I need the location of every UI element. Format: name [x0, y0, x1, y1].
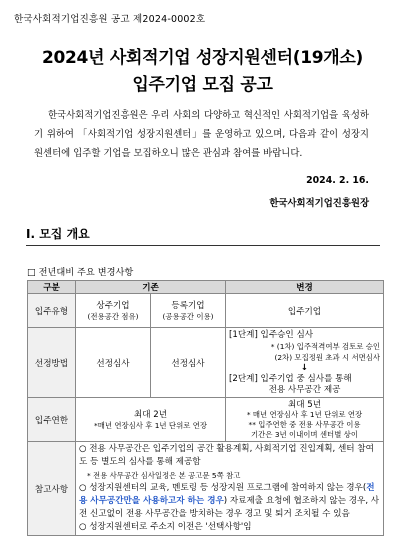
step1-title: [1단계] 입주승인 심사 [229, 329, 314, 340]
arrow-down-icon: ↓ [300, 362, 309, 373]
table-row [28, 442, 384, 536]
changed-note-1: * 매년 연장심사 후 1년 단위로 연장 [246, 409, 363, 419]
cell-prev-a [76, 294, 151, 328]
changed-note-3: 기간은 3년 이내이며 센터별 상이 [251, 429, 358, 439]
intro-paragraph: 한국사회적기업진흥원은 우리 사회의 다양하고 혁신적인 사회적기업을 육성하기 위하여 「사회적기업 성장지원센터」를 운영하고 있으며, 다음과 같이 성장지원센터에 입주할 기업을 모집하오니 많은 관심과 참여를 바랍니다. [34, 110, 369, 159]
cell-prev-a: 선정심사 [76, 328, 151, 398]
cell-prev [76, 398, 226, 442]
cell-title: 등록기업 [171, 301, 205, 311]
note-2: * 전용 사무공간 심사일정은 본 공고문 5쪽 참고 [87, 471, 241, 480]
cell-changed: 입주기업 [226, 294, 384, 328]
row-label: 입주유형 [28, 294, 76, 328]
cell-changed [226, 398, 384, 442]
note-3-highlight: 전용 사무공간만을 사용하고자 하는 경우 [79, 483, 375, 506]
cell-sub: (공용공간 이용) [162, 312, 214, 321]
notice-number: 한국사회적기업진흥원 공고 제2024-0002호 [14, 14, 206, 25]
row-label: 참고사항 [28, 442, 76, 536]
changes-table [27, 280, 384, 536]
cell-changed [226, 328, 384, 398]
note-4: ○ 성장지원센터로 주소지 이전은 '선택사항'임 [79, 522, 252, 532]
cell-prev-b [151, 294, 226, 328]
page-title-line1: 2024년 사회적기업 성장지원센터(19개소) [41, 48, 364, 68]
changed-note-2: ** 입주연한 중 전용 사무공간 이용 [248, 419, 361, 429]
step2-title: [2단계] 입주기업 중 심사를 통해 [229, 373, 352, 384]
note-3-before: ○ 성장지원센터의 교육, 멘토링 등 성장지원 프로그램에 참여하지 않는 경우( [79, 483, 367, 493]
step2-sub: 전용 사무공간 제공 [268, 384, 341, 395]
cell-sub: (전용공간 점유) [87, 312, 139, 321]
announcement-date: 2024. 2. 16. [306, 175, 369, 186]
changed-main: 최대 5년 [287, 399, 322, 410]
step1-note-a: * (1차) 입주적격여부 검토로 승인 [270, 341, 381, 351]
table-row [28, 398, 384, 442]
note-3 [79, 482, 380, 521]
prev-main: 최대 2년 [133, 410, 168, 420]
subsection-heading: □ 전년대비 주요 변경사항 [27, 267, 134, 278]
table-row [28, 328, 384, 398]
step1-note-b: (2차) 모집정원 초과 시 서면심사 [274, 352, 381, 362]
table-header-row [28, 281, 384, 294]
row-label: 입주연한 [28, 398, 76, 442]
section-heading: Ⅰ. 모집 개요 [26, 225, 380, 246]
cell-prev-b: 선정심사 [151, 328, 226, 398]
header-changed: 변경 [226, 281, 384, 294]
table-row [28, 294, 384, 328]
cell-title: 상주기업 [96, 301, 130, 311]
note-3-after: ) 자료제출 요청에 협조하지 않는 경우, 사전 신고없이 전용 사무공간을 방치하는 경우 경고 및 퇴거 조치될 수 있음 [79, 496, 380, 519]
row-label: 선정방법 [28, 328, 76, 398]
header-category: 구분 [28, 281, 76, 294]
header-previous: 기존 [76, 281, 226, 294]
org-signature: 한국사회적기업진흥원장 [269, 198, 369, 209]
page-title-line2: 입주기업 모집 공고 [132, 75, 273, 95]
prev-note: *매년 연장심사 후 1년 단위로 연장 [94, 421, 207, 430]
cell-notes [76, 442, 384, 536]
note-1: ○ 전용 사무공간은 입주기업의 공간 활용계획, 사회적기업 진입계획, 센터 참여도 등 별도의 심사를 통해 제공함 [79, 444, 374, 467]
